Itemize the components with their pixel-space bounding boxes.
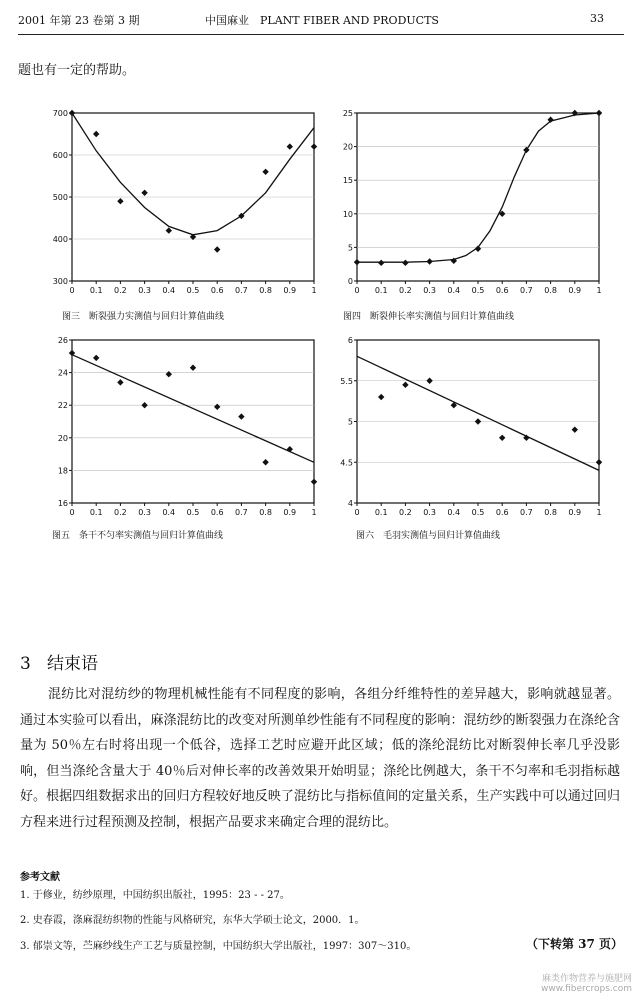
- y-tick-label: 4.5: [340, 458, 353, 468]
- figure-5-chart: [42, 330, 322, 530]
- y-tick-label: 300: [52, 277, 68, 286]
- figure-6-svg: [327, 330, 607, 525]
- paragraph-line: 纺纱的断裂强力在涤纶含量为 50％左右时将出现一个低谷，选择工艺时应避开此区域；低: [20, 712, 620, 753]
- x-tick-label: 0.4: [447, 286, 461, 295]
- x-tick-label: 0: [69, 508, 75, 517]
- reference-item: 1. 于修业，纺纱原理，中国纺织出版社，1995：23 - - 27。: [20, 890, 290, 901]
- plot-area: [357, 113, 599, 281]
- x-tick-label: 0.9: [568, 286, 582, 295]
- continued-note: （下转第 37 页）: [526, 937, 624, 951]
- page-number: 33: [590, 12, 604, 25]
- x-tick-label: 0.2: [114, 508, 127, 517]
- header-rule: [18, 34, 624, 35]
- y-tick-label: 10: [342, 209, 353, 219]
- y-tick-label: 500: [52, 193, 68, 202]
- figure-3-caption: 图三 断裂强力实测值与回归计算值曲线: [62, 312, 225, 322]
- paragraph-line: 制，根据产品要求来确定合理的混纺比。: [163, 814, 398, 830]
- figure-3-svg: [42, 103, 322, 303]
- figure-4-caption: 图四 断裂伸长率实测值与回归计算值曲线: [343, 312, 515, 322]
- watermark-text: 麻类作物营养与施肥网: [541, 974, 632, 984]
- figure-6-chart: [327, 330, 607, 530]
- plot-area: [72, 340, 314, 503]
- x-tick-label: 0.5: [471, 508, 485, 517]
- y-tick-label: 600: [52, 151, 68, 160]
- x-tick-label: 0.3: [138, 286, 151, 295]
- x-tick-label: 0: [69, 286, 75, 295]
- references-heading: 参考文献: [20, 872, 60, 883]
- figure-4-chart: [327, 103, 607, 303]
- y-tick-label: 4: [347, 499, 353, 508]
- y-tick-label: 24: [57, 368, 68, 378]
- x-tick-label: 0.1: [374, 286, 388, 295]
- x-tick-label: 0.8: [544, 508, 557, 517]
- x-tick-label: 0.2: [114, 286, 127, 295]
- x-tick-label: 0.4: [162, 286, 176, 295]
- x-tick-label: 0.4: [162, 508, 176, 517]
- paragraph-line: 的涤纶混纺比对断裂伸长率几乎没影响，但当涤纶含量大于 40％后对伸长率的改善效果开: [20, 738, 620, 779]
- x-tick-label: 0.1: [89, 508, 103, 517]
- x-tick-label: 0.6: [495, 508, 509, 517]
- intro-line: 题也有一定的帮助。: [18, 63, 136, 78]
- x-tick-label: 0.5: [471, 286, 485, 295]
- journal-issue: 2001 年第 23 卷第 3 期: [18, 14, 140, 27]
- y-tick-label: 6: [347, 336, 353, 345]
- figure-5-caption: 图五 条干不匀率实测值与回归计算值曲线: [52, 531, 224, 541]
- x-tick-label: 0.3: [423, 508, 436, 517]
- figure-4-svg: [327, 103, 607, 303]
- watermark-url: www.fibercrops.com: [541, 984, 632, 994]
- x-tick-label: 0.1: [89, 286, 103, 295]
- x-tick-label: 0.4: [447, 508, 461, 517]
- paragraph-line: 反映了混纺比与指标值间的定量关系，生产实践中可以通过回归方程来进行过程预测及控: [20, 789, 620, 830]
- y-tick-label: 15: [342, 176, 353, 186]
- y-tick-label: 5: [347, 243, 353, 253]
- x-tick-label: 0.1: [374, 508, 388, 517]
- x-tick-label: 0.2: [399, 286, 412, 295]
- y-tick-label: 5: [347, 417, 353, 427]
- y-tick-label: 26: [57, 336, 68, 345]
- x-tick-label: 0.7: [520, 508, 533, 517]
- section-title: 结束语: [47, 654, 99, 674]
- x-tick-label: 0.7: [520, 286, 533, 295]
- x-tick-label: 1: [311, 286, 317, 295]
- journal-title: 中国麻业 PLANT FIBER AND PRODUCTS: [205, 14, 439, 27]
- x-tick-label: 0.8: [544, 286, 557, 295]
- x-tick-label: 0.7: [235, 508, 248, 517]
- x-tick-label: 0.6: [495, 286, 509, 295]
- x-tick-label: 0.6: [210, 286, 224, 295]
- figure-6-caption: 图六 毛羽实测值与回归计算值曲线: [356, 531, 501, 541]
- y-tick-label: 22: [57, 401, 68, 411]
- reference-item: 2. 史春霞，涤麻混纺织物的性能与风格研究，东华大学硕士论文，2000．1。: [20, 915, 365, 926]
- section-heading: [20, 649, 98, 674]
- conclusion-paragraph: [20, 682, 620, 835]
- paragraph-line: 始明显；涤纶比例越大，条干不匀率和毛羽指标越好。根据四组数据求出的回归方程较好地: [20, 763, 620, 804]
- y-tick-label: 20: [342, 142, 353, 152]
- figure-3-chart: [42, 103, 322, 303]
- x-tick-label: 0.5: [186, 286, 200, 295]
- y-tick-label: 700: [52, 109, 68, 118]
- y-tick-label: 5.5: [340, 376, 353, 386]
- x-tick-label: 0: [354, 508, 360, 517]
- paragraph-line: 混纺比对混纺纱的物理机械性能有不同程度的影响，各组分纤维特性的差异越大，影响: [48, 687, 554, 702]
- x-tick-label: 1: [311, 508, 317, 517]
- x-tick-label: 0.7: [235, 286, 248, 295]
- reference-item: 3. 郁崇文等，苎麻纱线生产工艺与质量控制，中国纺织大学出版社，1997：307～310。: [20, 941, 417, 952]
- figure-5-svg: [42, 330, 322, 525]
- y-tick-label: 400: [52, 235, 68, 244]
- section-number: 3: [20, 654, 31, 674]
- y-tick-label: 20: [57, 433, 68, 443]
- x-tick-label: 0.9: [283, 508, 297, 517]
- x-tick-label: 0: [354, 286, 360, 295]
- x-tick-label: 0.3: [138, 508, 151, 517]
- x-tick-label: 0.8: [259, 508, 272, 517]
- x-tick-label: 0.3: [423, 286, 436, 295]
- x-tick-label: 0.6: [210, 508, 224, 517]
- x-tick-label: 0.9: [283, 286, 297, 295]
- paragraph-line: 就越显著。通过本实验可以看出，麻涤混纺比的改变对所测单纱性能有不同程度的影响：混: [20, 687, 620, 728]
- x-tick-label: 0.5: [186, 508, 200, 517]
- x-tick-label: 0.9: [568, 508, 582, 517]
- x-tick-label: 0.8: [259, 286, 272, 295]
- y-tick-label: 16: [57, 499, 68, 508]
- y-tick-label: 18: [57, 466, 68, 476]
- x-tick-label: 1: [596, 286, 602, 295]
- y-tick-label: 25: [342, 109, 353, 118]
- x-tick-label: 1: [596, 508, 602, 517]
- y-tick-label: 0: [347, 277, 353, 286]
- x-tick-label: 0.2: [399, 508, 412, 517]
